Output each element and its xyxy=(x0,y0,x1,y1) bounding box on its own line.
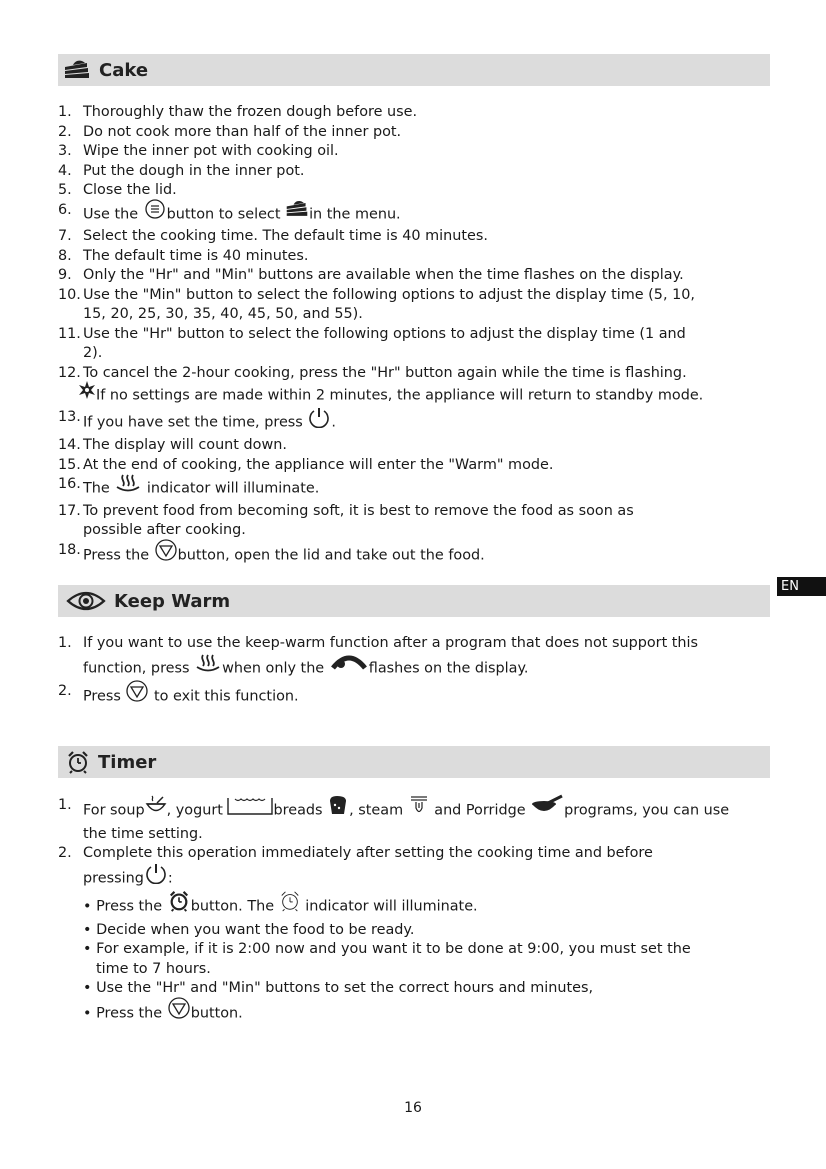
timer-section-header xyxy=(58,746,770,778)
keep-warm-section-header xyxy=(58,585,770,617)
list-item: 1. If you want to use the keep-warm function after a program that does not support this xyxy=(58,635,699,651)
yogurt-icon xyxy=(227,795,273,822)
cake-title: Cake xyxy=(99,59,149,81)
list-item: 16. The indicator will illuminate. xyxy=(58,475,778,502)
keep-warm-steps-list xyxy=(58,634,778,711)
keep-warm-title: Keep Warm xyxy=(114,590,231,612)
list-item: 18. Press the button, open the lid and take out the food. xyxy=(58,541,778,570)
page-number: 16 xyxy=(404,1100,422,1116)
language-tab: EN xyxy=(777,577,826,596)
list-item-continuation: the time setting. xyxy=(83,825,203,842)
list-item-continuation: 2). xyxy=(83,345,103,361)
star-burst-icon xyxy=(78,381,96,406)
list-item: 13. If you have set the time, press . xyxy=(58,408,778,437)
cake-section-header xyxy=(58,54,770,86)
list-item: 9. Only the "Hr" and "Min" buttons are available when the time flashes on the display. xyxy=(58,267,684,283)
cancel-button-icon xyxy=(125,680,149,709)
power-icon xyxy=(144,862,168,891)
eye-icon xyxy=(329,652,369,681)
list-item: 1. For soup , yogurt breads , steam and Porridge programs, you can use xyxy=(58,796,778,825)
list-item: 3. Wipe the inner pot with cooking oil. xyxy=(58,143,339,159)
bullet-item-continuation: time to 7 hours. xyxy=(96,960,211,977)
bullet-item: • Press the button. xyxy=(58,999,778,1028)
list-item: 2. Press to exit this function. xyxy=(58,682,778,711)
list-item: 2. Complete this operation immediately after setting the cooking time and before xyxy=(58,845,653,861)
cake-icon xyxy=(63,59,91,81)
list-item: 7. Select the cooking time. The default time is 40 minutes. xyxy=(58,228,488,244)
list-item: 5. Close the lid. xyxy=(58,182,177,198)
bread-icon xyxy=(327,794,349,823)
list-item: 12. To cancel the 2-hour cooking, press the "Hr" button again while the time is flashing. xyxy=(58,364,687,381)
alarm-clock-icon xyxy=(167,890,191,919)
list-item: 17. To prevent food from becoming soft, it is best to remove the food as soon as xyxy=(58,502,634,519)
steam-icon xyxy=(408,794,430,823)
menu-button-icon xyxy=(143,199,167,226)
steam-heat-icon xyxy=(114,473,142,500)
list-item: 14. The display will count down. xyxy=(58,437,287,453)
list-item: 8. The default time is 40 minutes. xyxy=(58,247,309,264)
porridge-icon xyxy=(530,794,564,823)
bullet-item: • Decide when you want the food to be ready. xyxy=(83,921,415,938)
list-item: 1. Thoroughly thaw the frozen dough before use. xyxy=(58,104,418,120)
cancel-button-icon xyxy=(167,997,191,1026)
cancel-button-icon xyxy=(154,539,178,568)
steam-heat-icon xyxy=(194,653,222,680)
power-icon xyxy=(307,406,331,435)
list-item: 15. At the end of cooking, the appliance will enter the "Warm" mode. xyxy=(58,456,554,473)
eye-icon xyxy=(66,589,106,613)
standby-note: If no settings are made within 2 minutes, the appliance will return to standby mode. xyxy=(58,383,778,408)
list-item: 10. Use the "Min" button to select the following options to adjust the display time (5, 10, xyxy=(58,286,695,303)
list-item: 4. Put the dough in the inner pot. xyxy=(58,162,305,179)
list-item: 2. Do not cook more than half of the inner pot. xyxy=(58,123,402,140)
bullet-item: • Press the button. The indicator will illuminate. xyxy=(58,892,778,921)
soup-bowl-icon xyxy=(145,795,167,822)
timer-title: Timer xyxy=(98,751,157,773)
list-item-continuation: function, press when only the flashes on the display. xyxy=(58,654,778,683)
list-item-continuation: 15, 20, 25, 30, 35, 40, 45, 50, and 55). xyxy=(83,306,363,322)
bullet-item: • For example, if it is 2:00 now and you want it to be done at 9:00, you must set the xyxy=(83,941,691,957)
list-item-continuation: possible after cooking. xyxy=(83,522,246,538)
alarm-clock-icon xyxy=(66,750,90,774)
list-item: 6. Use the button to select in the menu. xyxy=(58,201,778,228)
list-item-continuation: pressing : xyxy=(58,864,778,893)
cake-icon xyxy=(285,199,309,226)
bullet-item: • Use the "Hr" and "Min" buttons to set the correct hours and minutes, xyxy=(83,980,594,996)
timer-indicator-icon xyxy=(279,890,301,919)
list-item: 11. Use the "Hr" button to select the following options to adjust the display time (1 and xyxy=(58,325,686,342)
timer-steps-list xyxy=(58,796,778,1027)
cake-steps-list xyxy=(58,103,778,569)
